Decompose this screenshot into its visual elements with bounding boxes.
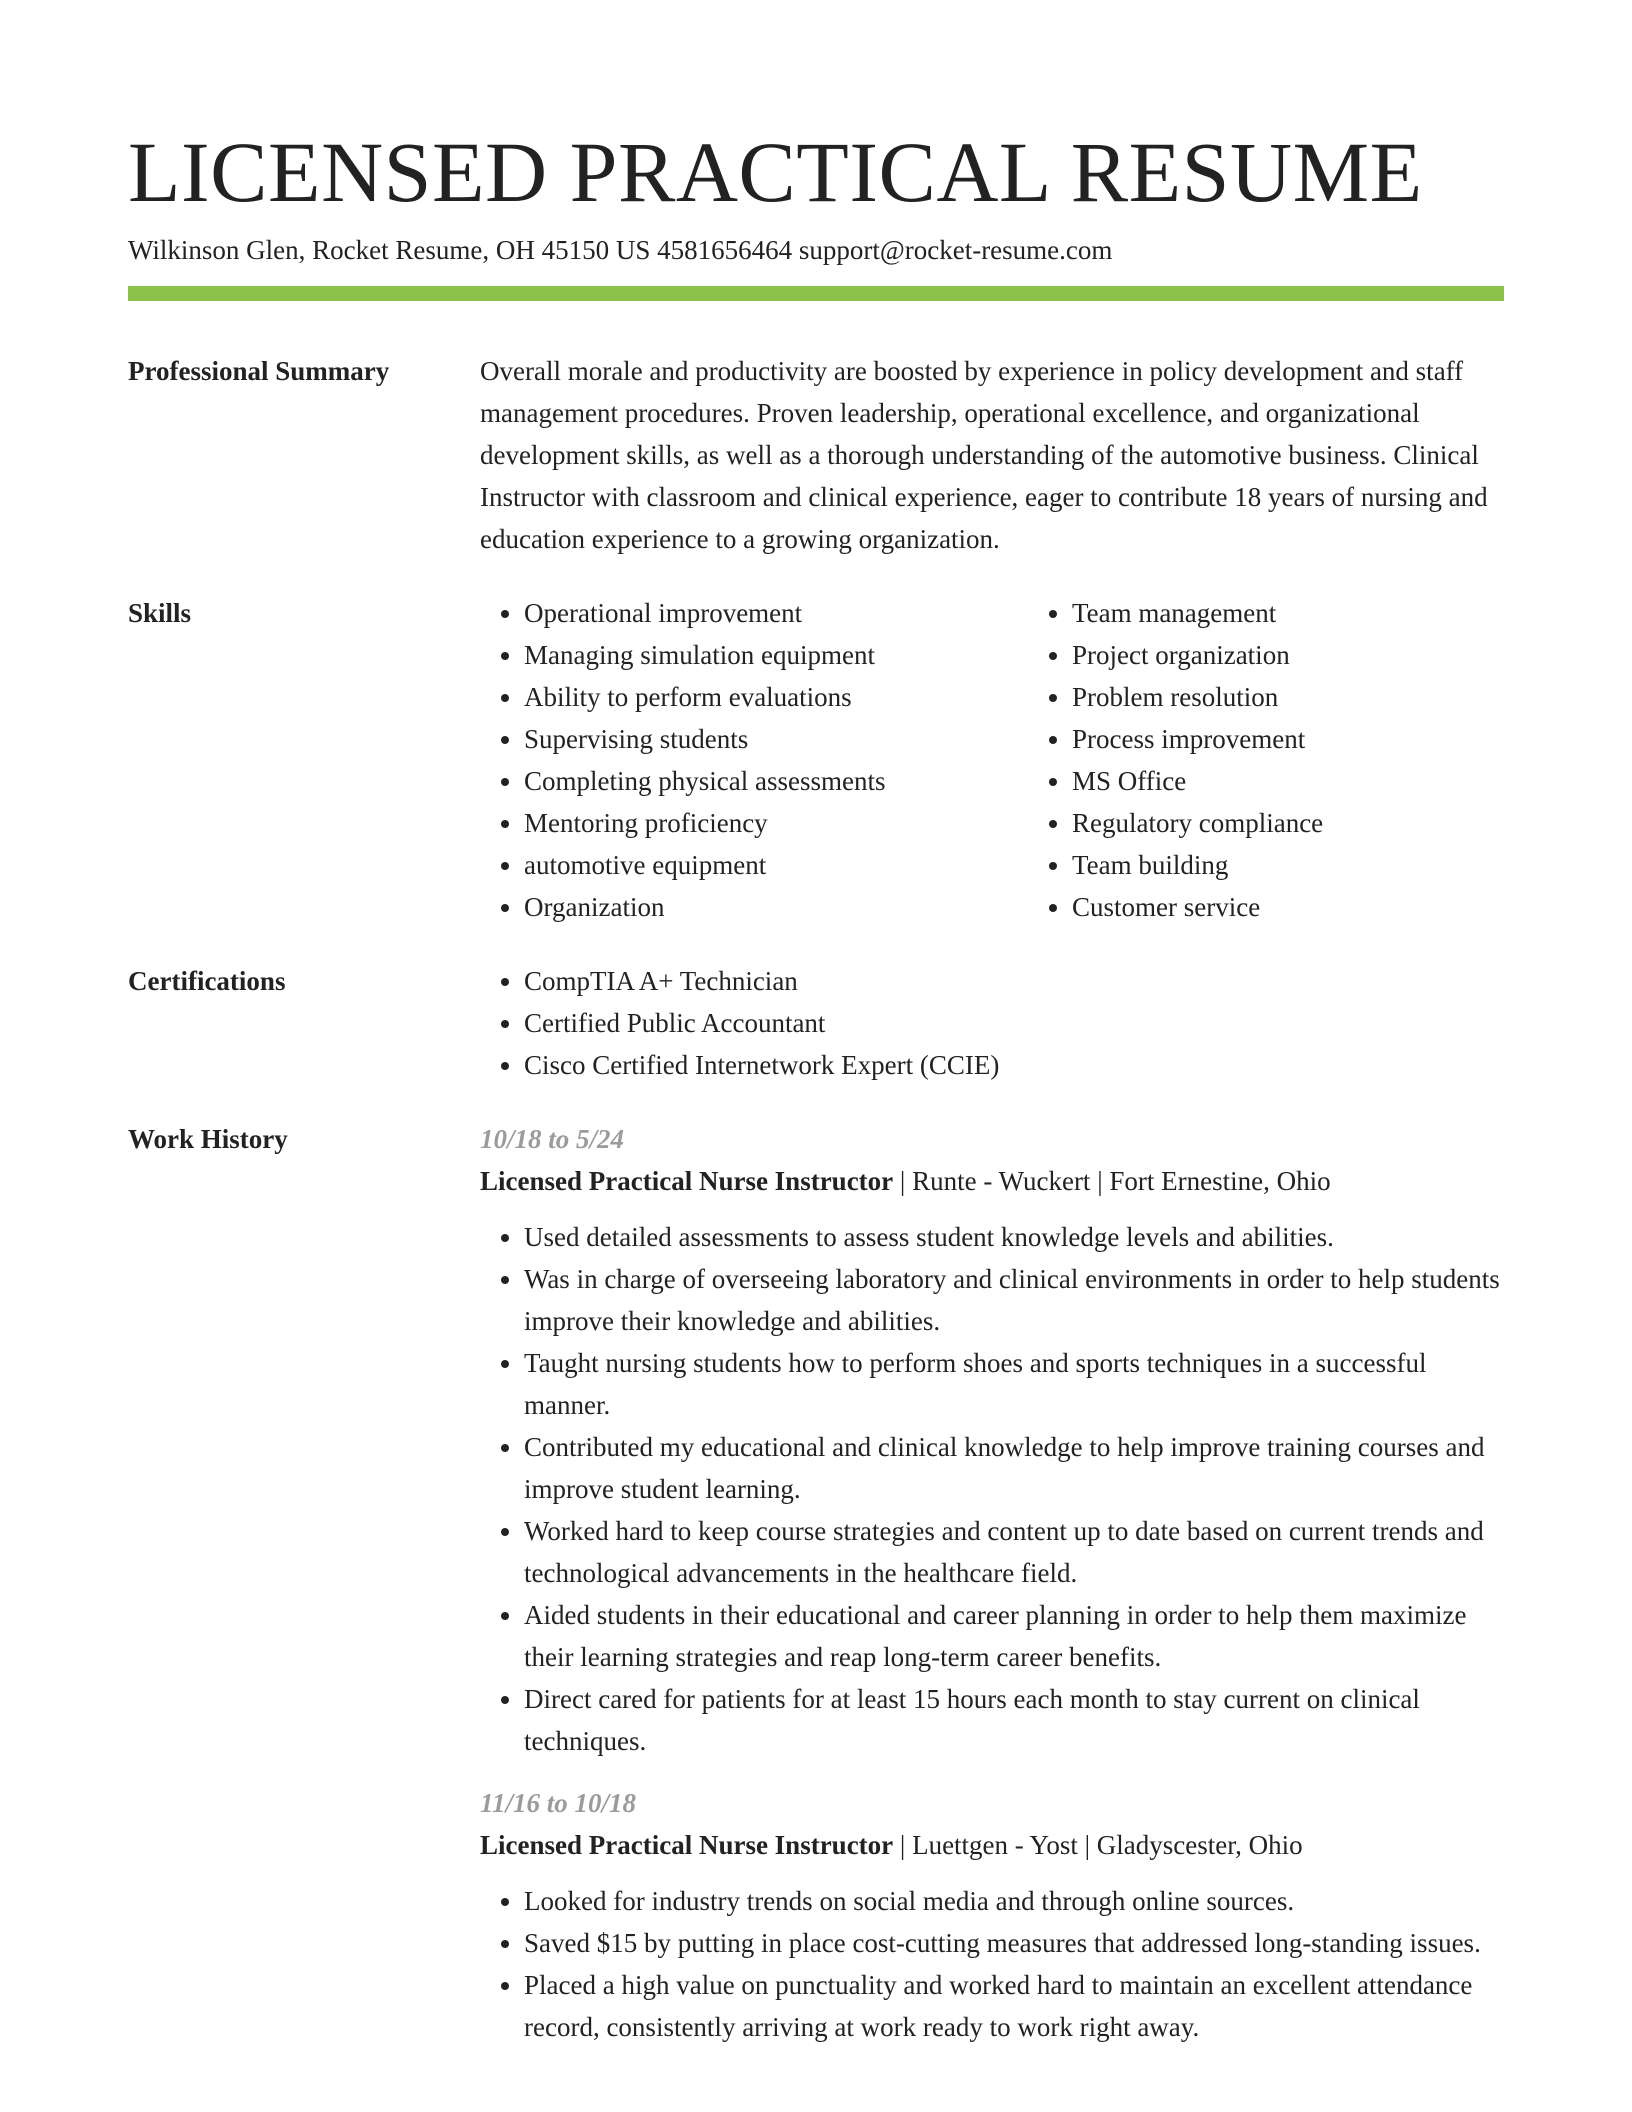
resume-name: LICENSED PRACTICAL RESUME — [128, 124, 1423, 220]
summary-text: Overall morale and productivity are boosted by experience in policy development and staff management procedures. Proven leadership, operational excellence, and organizational development skills, as well as a thorough understanding of the automotive business. Clinical Instructor with classroom and clinical experience, eager to contribute 18 years of nursing and education experience to a growing organization. — [480, 356, 1488, 554]
skill-item: • MS Office — [1072, 760, 1576, 802]
certification-item: • Cisco Certified Internetwork Expert (CCIE) — [524, 1044, 1504, 1086]
job-bullets — [480, 1880, 1504, 2048]
certifications-list — [480, 960, 1504, 1086]
skill-item: • Mentoring proficiency — [524, 802, 1028, 844]
skill-item: • Ability to perform evaluations — [524, 676, 1028, 718]
job-bullet: • Used detailed assessments to assess student knowledge levels and abilities. — [524, 1216, 1504, 1258]
resume-sections — [128, 350, 1504, 2068]
job-bullet: • Taught nursing students how to perform shoes and sports techniques in a successful manner. — [524, 1342, 1504, 1426]
job-entry — [480, 1782, 1504, 2048]
section-body — [480, 1118, 1504, 2068]
job-dates: 11/16 to 10/18 — [480, 1788, 637, 1818]
skills-list-right — [1028, 592, 1576, 928]
skills-section — [128, 592, 1504, 928]
section-body — [480, 960, 1504, 1086]
job-details: | Runte - Wuckert | Fort Ernestine, Ohio — [893, 1166, 1331, 1196]
skill-item: • automotive equipment — [524, 844, 1028, 886]
skill-item: • Project organization — [1072, 634, 1576, 676]
skill-item: • Team management — [1072, 592, 1576, 634]
contact-line — [128, 230, 1112, 270]
job-bullet: • Aided students in their educational and career planning in order to help them maximize their learning strategies and reap long-term career benefits. — [524, 1594, 1504, 1678]
job-title: Licensed Practical Nurse Instructor — [480, 1830, 894, 1860]
skills-grid — [480, 592, 1576, 928]
job-bullet: • Direct cared for patients for at least 15 hours each month to stay current on clinical techniques. — [524, 1678, 1504, 1762]
header-divider — [128, 286, 1504, 301]
skills-list-left — [480, 592, 1028, 928]
job-title: Licensed Practical Nurse Instructor — [480, 1166, 894, 1196]
section-label: Professional Summary — [128, 356, 390, 386]
job-entry — [480, 1118, 1504, 1762]
skill-item: • Team building — [1072, 844, 1576, 886]
job-details: | Luettgen - Yost | Gladyscester, Ohio — [893, 1830, 1303, 1860]
skill-item: • Managing simulation equipment — [524, 634, 1028, 676]
contact-phone: 4581656464 — [657, 235, 793, 265]
job-bullet: • Looked for industry trends on social media and through online sources. — [524, 1880, 1504, 1922]
skill-item: • Regulatory compliance — [1072, 802, 1576, 844]
certification-item: • Certified Public Accountant — [524, 1002, 1504, 1044]
job-bullets — [480, 1216, 1504, 1762]
job-bullet: • Saved $15 by putting in place cost-cutting measures that addressed long-standing issues. — [524, 1922, 1504, 1964]
certifications-section — [128, 960, 1504, 1086]
professional-summary-section — [128, 350, 1504, 560]
section-label: Skills — [128, 598, 192, 628]
job-title-line — [480, 1824, 1504, 1866]
work-history-section — [128, 1118, 1504, 2068]
section-body — [480, 350, 1504, 560]
skill-item: • Completing physical assessments — [524, 760, 1028, 802]
skill-item: • Supervising students — [524, 718, 1028, 760]
section-label: Certifications — [128, 966, 286, 996]
job-bullet: • Was in charge of overseeing laboratory and clinical environments in order to help students improve their knowledge and abilities. — [524, 1258, 1504, 1342]
skill-item: • Process improvement — [1072, 718, 1576, 760]
skill-item: • Operational improvement — [524, 592, 1028, 634]
job-title-line — [480, 1160, 1504, 1202]
job-bullet: • Worked hard to keep course strategies and content up to date based on current trends and technological advancements in the healthcare field. — [524, 1510, 1504, 1594]
skill-item: • Problem resolution — [1072, 676, 1576, 718]
skill-item: • Organization — [524, 886, 1028, 928]
skill-item: • Customer service — [1072, 886, 1576, 928]
job-bullet: • Placed a high value on punctuality and worked hard to maintain an excellent attendance record, consistently arriving at work ready to work right away. — [524, 1964, 1504, 2048]
contact-email[interactable]: support@rocket-resume.com — [798, 235, 1113, 265]
section-label: Work History — [128, 1124, 288, 1154]
contact-address: Wilkinson Glen, Rocket Resume, OH 45150 US — [128, 235, 651, 265]
job-bullet: • Contributed my educational and clinical knowledge to help improve training courses and improve student learning. — [524, 1426, 1504, 1510]
certification-item: • CompTIA A+ Technician — [524, 960, 1504, 1002]
job-dates: 10/18 to 5/24 — [480, 1124, 625, 1154]
